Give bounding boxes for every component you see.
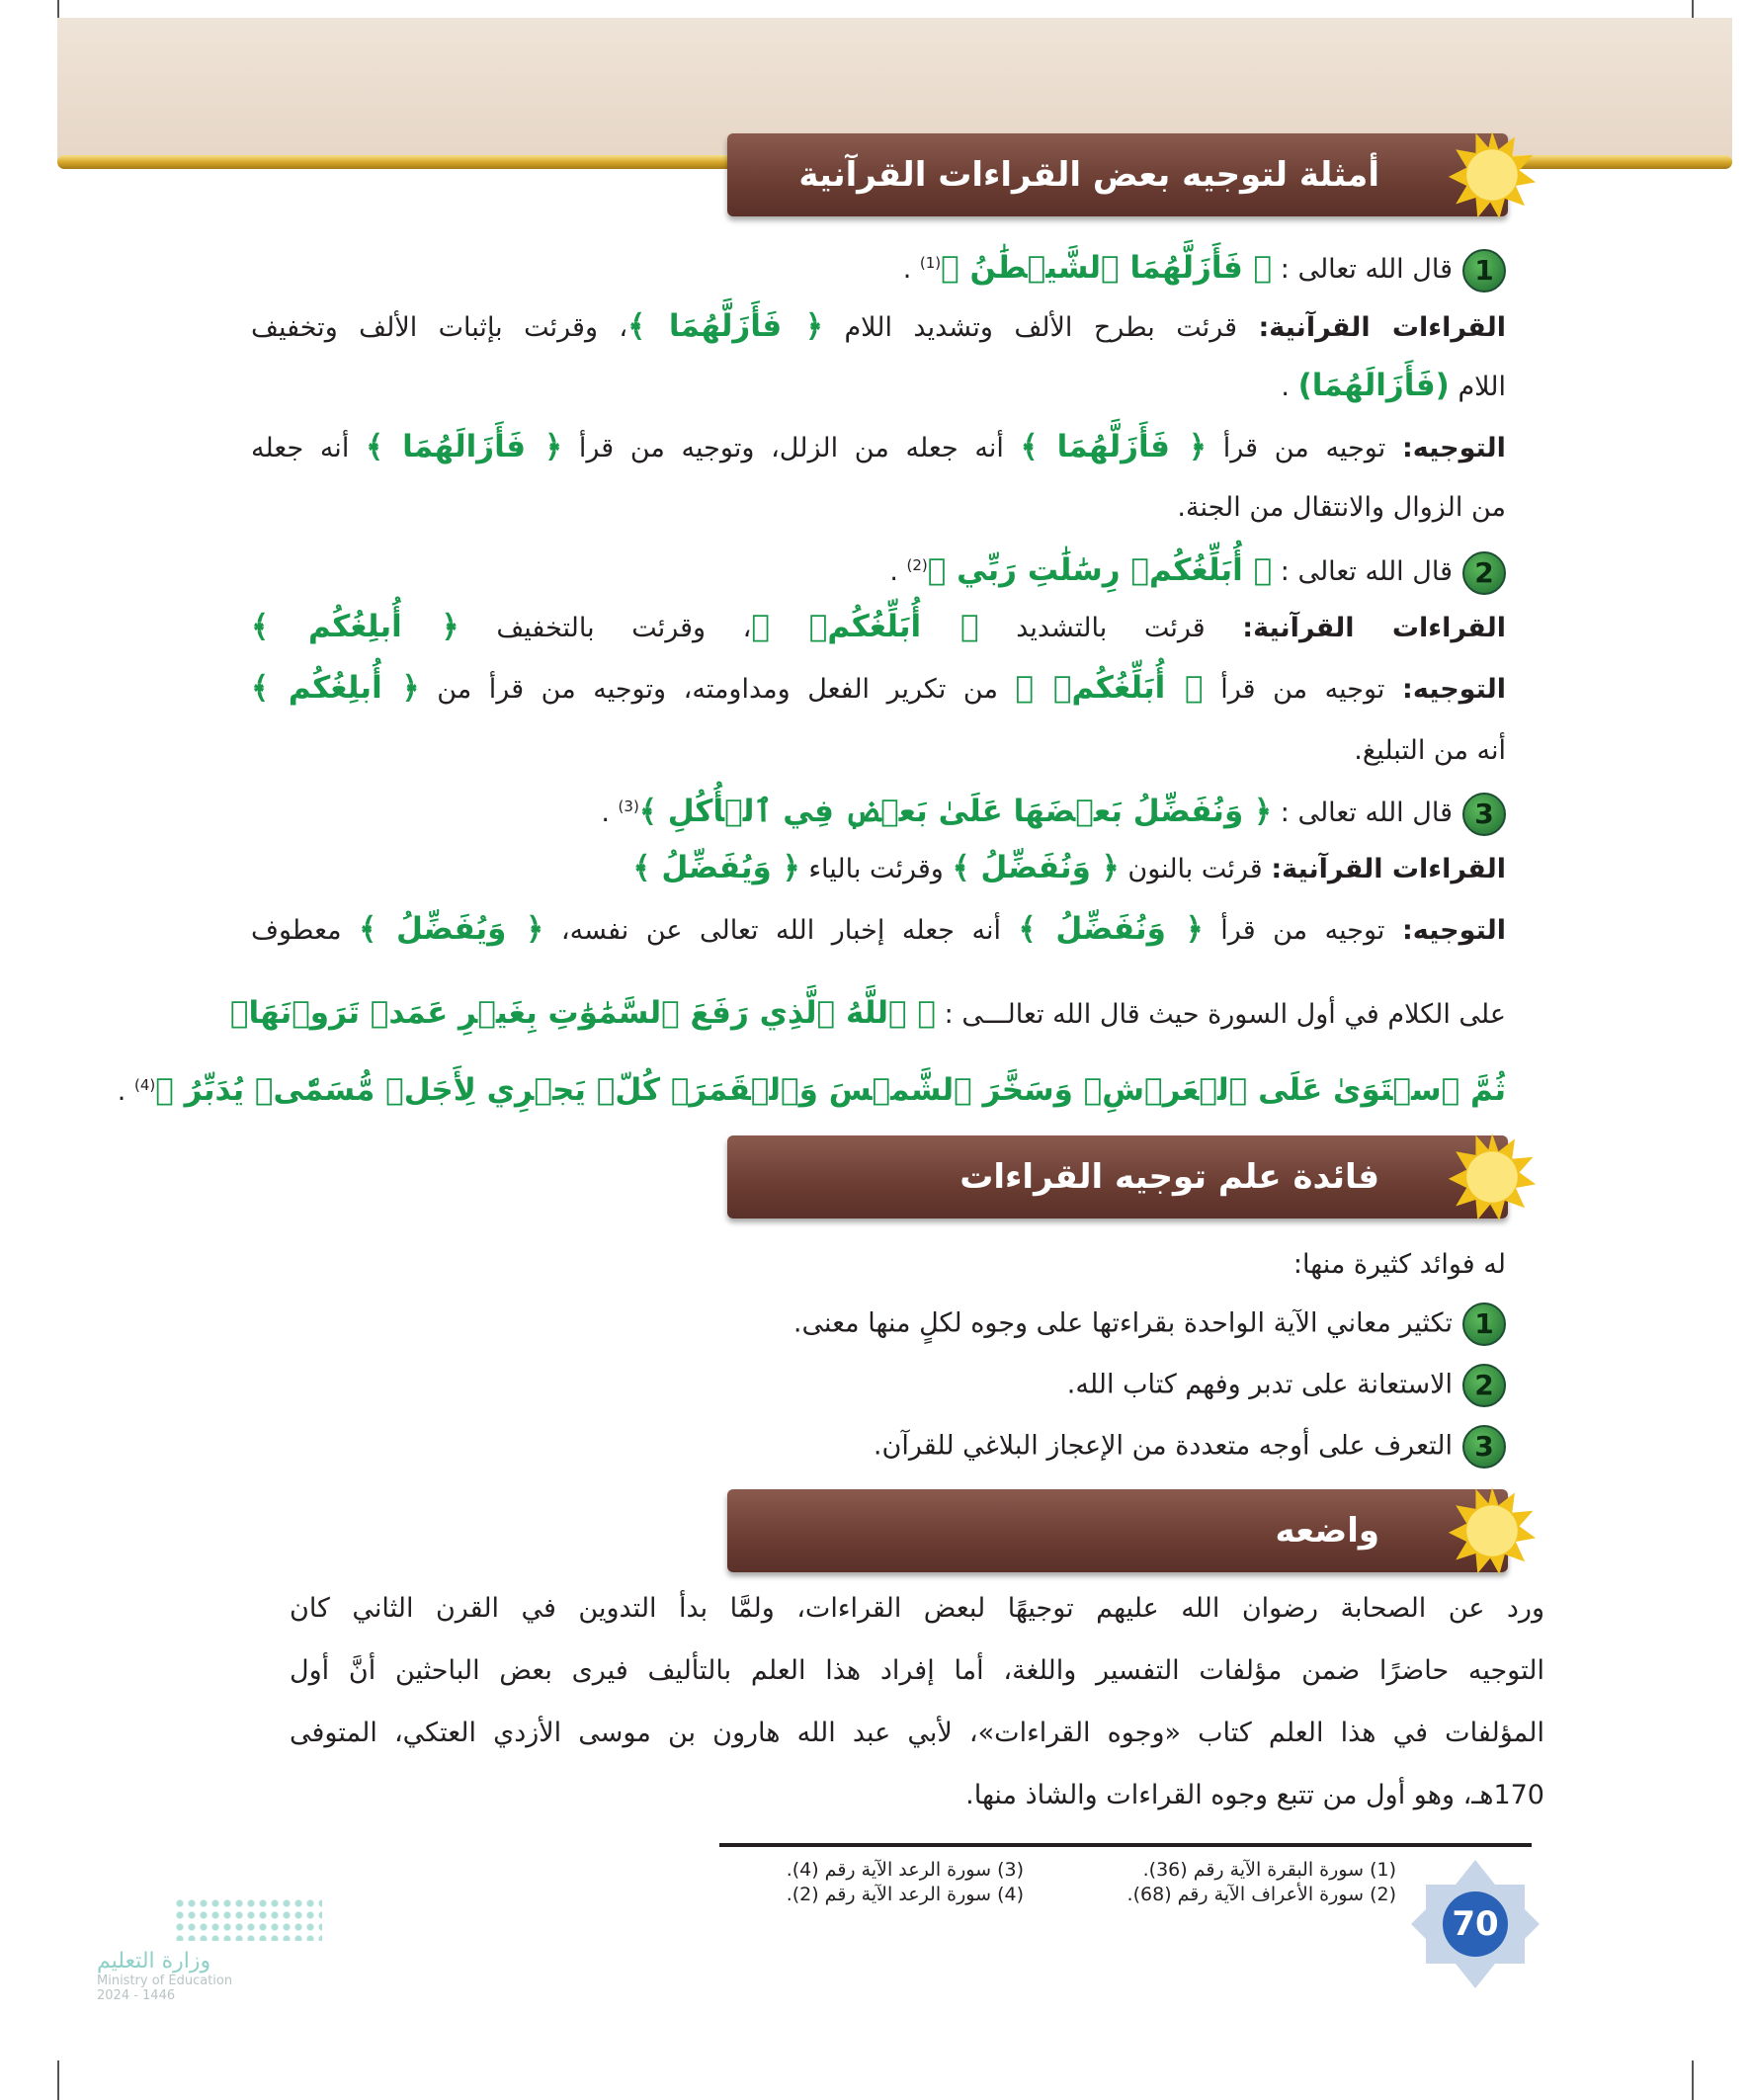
quran-verse: ثُمَّ ٱسۡتَوَىٰ عَلَى ٱلۡعَرۡشِۖ وَسَخَّرَ ٱلشَّمۡسَ وَٱلۡقَمَرَۖ كُلّٞ يَجۡرِي لِأَجَلٖ مُّسَمّٗىۚ يُدَبِّرُ ﴾	[155, 1072, 1506, 1108]
footnote-ref: (3)	[618, 798, 639, 815]
section-banner-benefit	[727, 1135, 1508, 1218]
quran-word: ﴿ فَأَزَالَهُمَا ﴾	[366, 429, 563, 464]
ministry-logo	[97, 1897, 324, 2003]
benefit-item	[251, 1302, 1506, 1346]
section-title: فائدة علم توجيه القراءات	[959, 1157, 1379, 1197]
number-badge: 3	[1462, 793, 1506, 836]
text: أنه جعله إخبار الله تعالى عن نفسه،	[560, 915, 1001, 946]
text: توجيه من قرأ	[1220, 915, 1385, 946]
example-3-tawjih	[251, 909, 1506, 951]
quran-word: ﴿ فَأَزَلَّهُمَا ﴾	[627, 308, 824, 344]
benefit-item	[251, 1364, 1506, 1407]
text: أنه جعله	[251, 433, 350, 463]
footnote-divider	[719, 1843, 1532, 1847]
example-2-tawjih	[251, 668, 1506, 710]
section-title: أمثلة لتوجيه بعض القراءات القرآنية	[798, 155, 1379, 195]
text: من تكرير الفعل ومداومته، وتوجيه من قرأ من	[437, 674, 998, 705]
number-badge: 3	[1462, 1425, 1506, 1469]
text: قرئت بطرح الألف وتشديد اللام	[844, 312, 1238, 343]
quran-word: ﴿ وَنُفَضِّلُ ﴾	[952, 850, 1120, 885]
page-number-badge	[1411, 1860, 1540, 1988]
quran-verse: ﴿ أُبَلِّغُكُمۡ رِسَٰلَٰتِ رَبِّي ﴾	[927, 552, 1273, 588]
logo-year: 2024 - 1446	[97, 1988, 176, 2003]
quran-word: ﴿ وَيُفَضِّلُ ﴾	[359, 911, 544, 947]
section-title: واضعه	[1275, 1511, 1379, 1551]
logo-arabic-name: وزارة التعليم	[97, 1949, 211, 1974]
example-1-tawjih-cont: من الزوال والانتقال من الجنة.	[1177, 492, 1506, 523]
founder-paragraph-line: التوجيه حاضرًا ضمن مؤلفات التفسير واللغة، أما إفراد هذا العلم بالتأليف فيرى بعض الباحثين أنَّ أول	[290, 1655, 1544, 1686]
footnote: (2) سورة الأعراف الآية رقم (68).	[1126, 1884, 1396, 1905]
benefits-intro: له فوائد كثيرة منها:	[1292, 1249, 1506, 1280]
quran-word: ﴿ وَيُفَضِّلُ ﴾	[632, 850, 800, 885]
quran-word: ﴿ وَنُفَضِّلُ ﴾	[1018, 911, 1204, 947]
footnote: (1) سورة البقرة الآية رقم (36).	[1142, 1859, 1396, 1881]
number-badge: 2	[1462, 551, 1506, 595]
founder-paragraph-line: 170هـ، وهو أول من تتبع وجوه القراءات والشاذ منها.	[965, 1780, 1544, 1810]
example-3-readings	[251, 848, 1506, 889]
text: قرئت بالتشديد	[1016, 613, 1206, 643]
number-badge: 1	[1462, 249, 1506, 293]
intro: قال الله تعالى :	[1280, 254, 1453, 285]
text: قرئت بالنون	[1127, 854, 1263, 884]
text: الاستعانة على تدبر وفهم كتاب الله.	[1066, 1369, 1453, 1400]
sun-icon	[1447, 1485, 1538, 1576]
text: التعرف على أوجه متعددة من الإعجاز البلاغي للقرآن.	[873, 1430, 1453, 1462]
text: أنه جعله من الزلل، وتوجيه من قرأ	[578, 433, 1004, 463]
example-3-tawjih-cont	[229, 993, 1506, 1035]
footnote-ref: (1)	[919, 254, 942, 272]
founder-paragraph-line: ورد عن الصحابة رضوان الله عليهم توجيهًا لبعض القراءات، ولمَّا بدأ التدوين في القرن الثاني كان	[290, 1593, 1544, 1624]
example-3-verse: 3قال الله تعالى : ﴿ وَنُفَضِّلُ بَعۡضَهَا عَلَىٰ بَعۡضٖ فِي ٱلۡأُكُلِ ﴾$^{(3)}$ .	[251, 787, 1506, 836]
text: ، وقرئت بإثبات الألف وتخفيف	[251, 312, 628, 343]
example-2-readings	[251, 607, 1506, 648]
label: التوجيه:	[1401, 433, 1506, 463]
quran-word: (فَأَزَالَهُمَا)	[1297, 368, 1450, 403]
logo-dots	[174, 1897, 322, 1941]
example-2-tawjih-cont: أنه من التبليغ.	[1354, 735, 1506, 766]
number-badge: 1	[1462, 1302, 1506, 1346]
logo-english-name: Ministry of Education	[97, 1974, 233, 1988]
number-badge: 2	[1462, 1364, 1506, 1407]
intro: قال الله تعالى :	[1280, 556, 1453, 587]
crop-mark	[57, 2060, 59, 2100]
quran-word: ﴿ أُبلِغُكُم ﴾	[251, 609, 459, 644]
label: التوجيه:	[1402, 674, 1507, 705]
text: معطوف	[251, 915, 342, 946]
text: توجيه من قرأ	[1222, 433, 1386, 463]
text: وقرئت بالياء	[808, 854, 944, 884]
section-banner-examples	[727, 133, 1508, 216]
text: ، وقرئت بالتخفيف	[496, 613, 752, 643]
example-3-verse-cont: ثُمَّ ٱسۡتَوَىٰ عَلَى ٱلۡعَرۡشِۖ وَسَخَّرَ ٱلشَّمۡسَ وَٱلۡقَمَرَۖ كُلّٞ يَجۡرِي لِأَجَلٖ مُّسَمّٗىۚ يُدَبِّرُ ﴾$^{(4)}$ .	[117, 1072, 1506, 1108]
example-1-tawjih	[251, 427, 1506, 468]
example-1-readings-cont: اللام (فَأَزَالَهُمَا) .	[1281, 368, 1506, 403]
text: تكثير معاني الآية الواحدة بقراءتها على وجوه لكلٍ منها معنى.	[792, 1307, 1453, 1339]
footnote: (3) سورة الرعد الآية رقم (4).	[786, 1859, 1024, 1881]
quran-word: ﴿ أُبلِغُكُم ﴾	[251, 670, 420, 706]
example-1-readings	[251, 306, 1506, 348]
sun-icon	[1447, 1132, 1538, 1222]
footnote-ref: (2)	[906, 556, 928, 574]
quran-verse: ﴿ فَأَزَلَّهُمَا ٱلشَّيۡطَٰنُ ﴾	[941, 250, 1273, 286]
quran-word: ﴿ أُبَلِّغُكُمۡ ﴾	[751, 609, 979, 644]
quran-verse: ﴿ ٱللَّهُ ٱلَّذِي رَفَعَ ٱلسَّمَٰوَٰتِ بِغَيۡرِ عَمَدٖ تَرَوۡنَهَاۖ	[229, 995, 937, 1031]
intro: قال الله تعالى :	[1280, 798, 1453, 828]
label: القراءات القرآنية:	[1271, 854, 1506, 884]
footnote: (4) سورة الرعد الآية رقم (2).	[786, 1884, 1024, 1905]
crop-mark	[1692, 2060, 1694, 2100]
text: على الكلام في أول السورة حيث قال الله تعالـــى :	[944, 999, 1506, 1030]
text: اللام	[1458, 372, 1506, 402]
section-banner-founder	[727, 1489, 1508, 1572]
quran-word: ﴿ فَأَزَلَّهُمَا ﴾	[1020, 429, 1208, 464]
text: توجيه من قرأ	[1220, 674, 1385, 705]
page-number: 70	[1452, 1904, 1499, 1944]
example-2-verse: 2قال الله تعالى : ﴿ أُبَلِّغُكُمۡ رِسَٰلَٰتِ رَبِّي ﴾$^{(2)}$ .	[251, 546, 1506, 595]
label: التوجيه:	[1401, 915, 1506, 946]
label: القراءات القرآنية:	[1258, 312, 1506, 343]
footnote-ref: (4)	[133, 1076, 156, 1094]
sun-icon	[1447, 129, 1538, 220]
quran-word: ﴿ أُبَلِّغُكُمۡ ﴾	[1015, 670, 1204, 706]
label: القراءات القرآنية:	[1242, 613, 1506, 643]
benefit-item	[251, 1425, 1506, 1469]
example-1-verse: 1قال الله تعالى : ﴿ فَأَزَلَّهُمَا ٱلشَّيۡطَٰنُ ﴾$^{(1)}$ .	[251, 243, 1506, 293]
founder-paragraph-line: المؤلفات في هذا العلم كتاب «وجوه القراءات»، لأبي عبد الله هارون بن موسى الأزدي العتكي، المتوفى	[290, 1718, 1544, 1748]
quran-verse: ﴿ وَنُفَضِّلُ بَعۡضَهَا عَلَىٰ بَعۡضٖ فِي ٱلۡأُكُلِ ﴾	[638, 794, 1273, 829]
